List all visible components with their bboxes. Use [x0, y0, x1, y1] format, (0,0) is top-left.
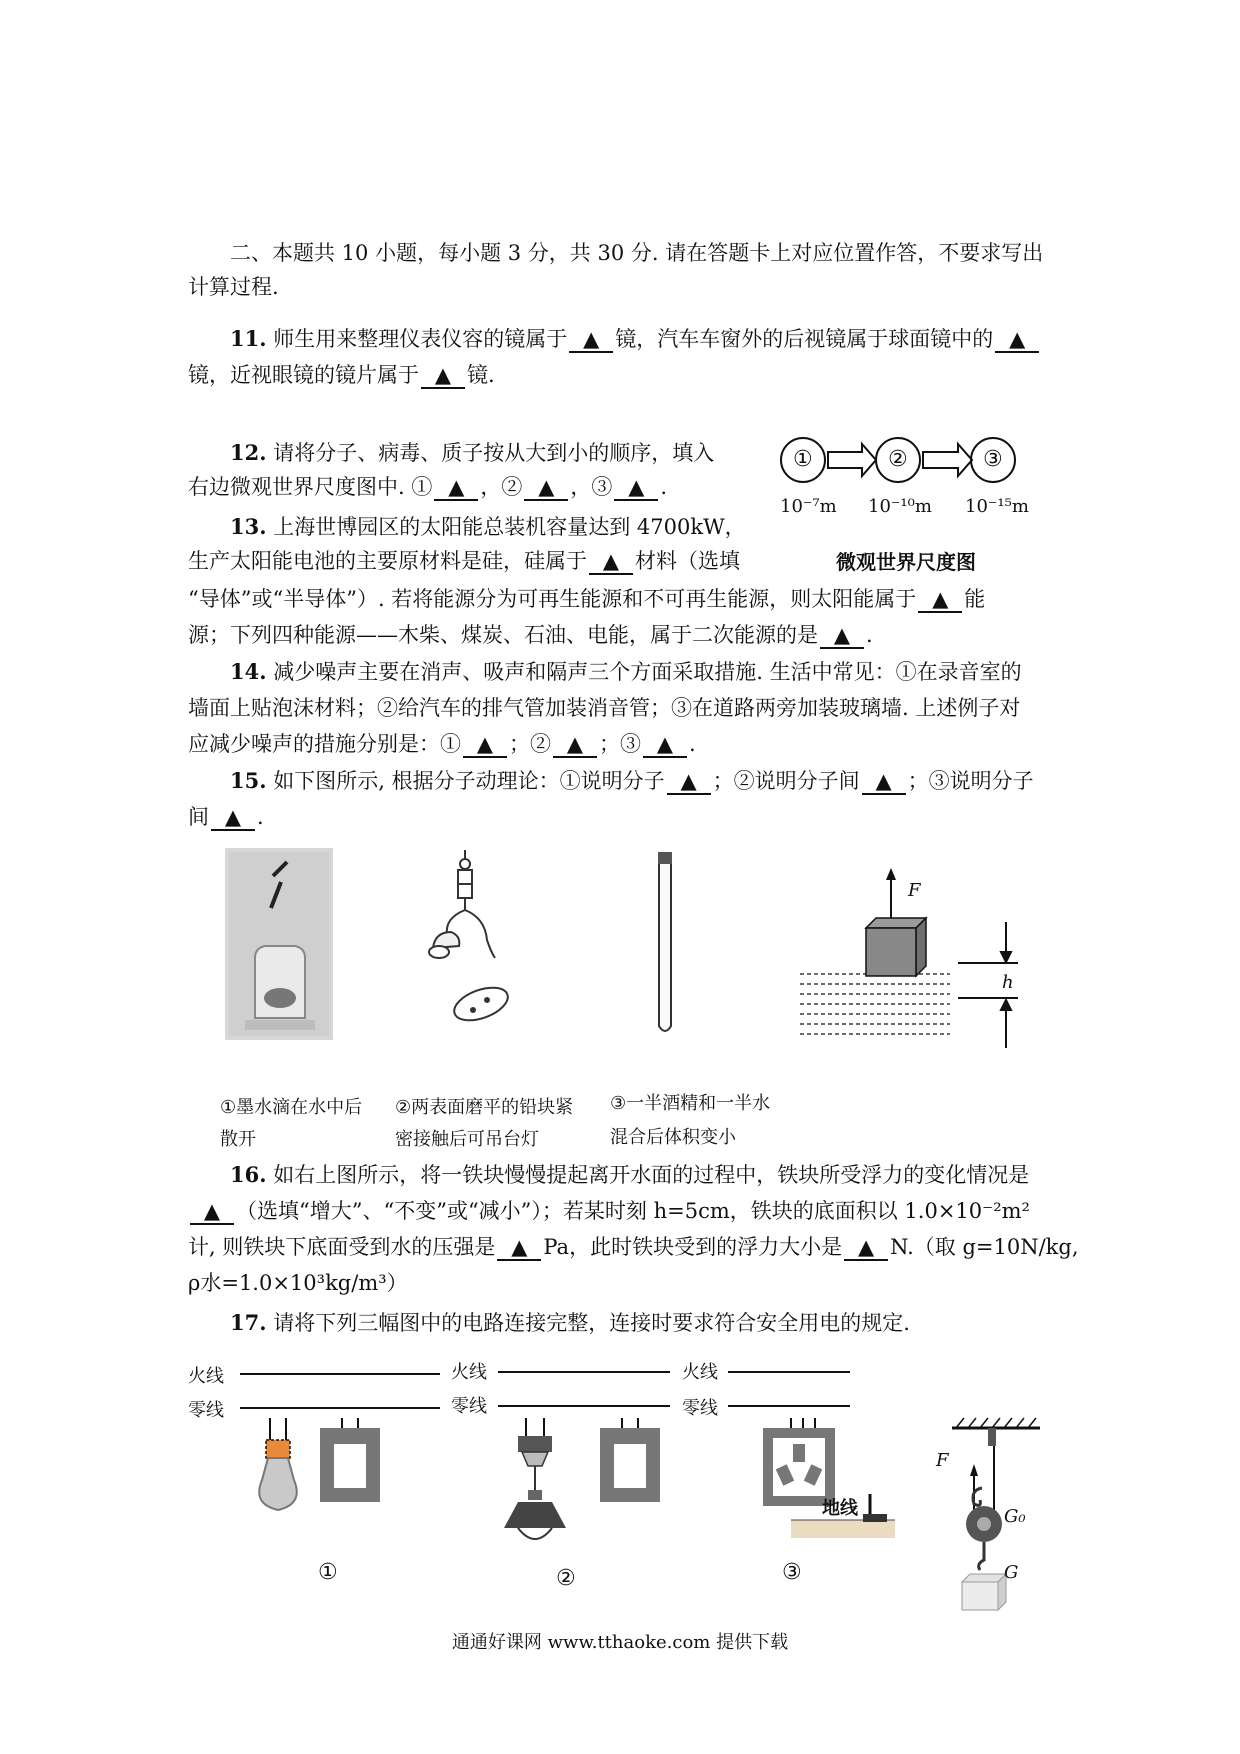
q14-line1 — [230, 657, 1058, 687]
depth-label: h — [1002, 972, 1014, 993]
q15-text-a: 如下图所示, 根据分子动理论：①说明分子 — [273, 769, 665, 793]
pulley-g0-label: G₀ — [1004, 1506, 1026, 1527]
q11-number: 11. — [230, 326, 267, 351]
q14-text-d: . — [689, 732, 696, 756]
scale-circle-label-2: ② — [888, 447, 908, 472]
caption-lead-2: 密接触后可吊台灯 — [395, 1129, 539, 1150]
live-wire-label-1: 火线 — [188, 1366, 224, 1387]
q12-line2 — [188, 472, 748, 502]
q11-line1 — [230, 324, 1058, 354]
page-footer: 通通好课网 www.tthaoke.com 提供下载 — [451, 1632, 789, 1653]
weight-block — [962, 1574, 1006, 1610]
answer-blank: ▲ — [643, 732, 687, 758]
q11-line2 — [188, 360, 1058, 390]
q12-text-a: 右边微观世界尺度图中. ① — [188, 475, 433, 499]
q17-text: 请将下列三幅图中的电路连接完整，连接时要求符合安全用电的规定. — [273, 1311, 910, 1335]
q11-text-d: 镜. — [467, 363, 495, 387]
q14-line2: 墙面上贴泡沫材料；②给汽车的排气管加装消音管；③在道路两旁加装玻璃墙. 上述例子对 — [188, 696, 1021, 720]
q16-line4: ρ水=1.0×10³kg/m³） — [188, 1271, 408, 1295]
three-pin-socket-icon — [763, 1418, 835, 1506]
q15-line2 — [188, 802, 1058, 832]
scale-circle-label-3: ③ — [983, 447, 1003, 472]
q13-text-c: “导体”或“半导体”）. 若将能源分为可再生能源和不可再生能源，则太阳能属于 — [188, 587, 917, 611]
q16-line2 — [188, 1196, 1058, 1226]
q15-text-b: ；②说明分子间 — [712, 769, 860, 793]
caption-ink-2: 散开 — [220, 1129, 256, 1150]
q14-text: 减少噪声主要在消声、吸声和隔声三个方面采取措施. 生活中常见：①在录音室的 — [273, 660, 1022, 684]
answer-blank: ▲ — [524, 475, 568, 501]
caption-alcohol-1: ③一半酒精和一半水 — [610, 1093, 771, 1114]
q13-line3 — [188, 584, 1058, 614]
answer-blank: ▲ — [569, 327, 613, 353]
ground-wire-label: 地线 — [822, 1498, 858, 1519]
q15-number: 15. — [230, 768, 267, 793]
q12-text-d: . — [660, 475, 668, 499]
answer-blank: ▲ — [190, 1199, 234, 1225]
answer-blank: ▲ — [862, 769, 906, 795]
q16-line3 — [188, 1232, 1079, 1262]
answer-blank: ▲ — [918, 587, 962, 613]
q12-line1 — [230, 438, 750, 468]
q14-text-a: 应减少噪声的措施分别是：① — [188, 732, 461, 756]
q11-text-a: 师生用来整理仪表仪容的镜属于 — [273, 327, 568, 351]
q16-text-b: 计, 则铁块下底面受到水的压强是 — [188, 1235, 496, 1259]
neutral-wire-label-2: 零线 — [451, 1396, 487, 1417]
force-arrow — [886, 868, 896, 918]
switch-box-icon — [600, 1418, 660, 1502]
answer-blank: ▲ — [820, 623, 864, 649]
circuit-2-figure — [502, 1418, 682, 1558]
q15-text-c: ；③说明分子 — [907, 769, 1034, 793]
alcohol-water-tube-figure — [650, 850, 680, 1040]
movable-pulley — [966, 1488, 1002, 1542]
q12-text-c: ，③ — [570, 475, 613, 499]
force-label: F — [908, 880, 921, 901]
q16-number: 16. — [230, 1162, 267, 1187]
q13-text-b: 材料（选填 — [635, 549, 740, 573]
water-surface-lines — [800, 974, 950, 1034]
circuit-label-3: ③ — [782, 1560, 802, 1585]
scale-unit-3: 10⁻¹⁵m — [965, 496, 1029, 517]
live-wire-label-2: 火线 — [451, 1362, 487, 1383]
answer-blank: ▲ — [667, 769, 711, 795]
lead-blocks-lamp-figure — [425, 848, 535, 1038]
switch-box-icon — [320, 1418, 380, 1502]
iron-block — [866, 918, 926, 976]
pulley-figure — [940, 1412, 1050, 1612]
q12-number: 12. — [230, 440, 267, 465]
q12-text: 请将分子、病毒、质子按从大到小的顺序，填入 — [273, 441, 715, 465]
q16-text-c: Pa，此时铁块受到的浮力大小是 — [543, 1235, 843, 1259]
bulb-icon — [259, 1418, 297, 1510]
circuit-label-1: ① — [318, 1560, 338, 1585]
answer-blank: ▲ — [434, 475, 478, 501]
q11-text-b: 镜，汽车车窗外的后视镜属于球面镜中的 — [615, 327, 994, 351]
answer-blank: ▲ — [614, 475, 658, 501]
q13-line4 — [188, 620, 1058, 650]
q16-text: 如右上图所示，将一铁块慢慢提起离开水面的过程中，铁块所受浮力的变化情况是 — [273, 1163, 1030, 1187]
pendant-lamp-icon — [504, 1418, 566, 1539]
answer-blank: ▲ — [497, 1235, 541, 1261]
neutral-wire-label-1: 零线 — [188, 1400, 224, 1421]
q16-text-d: N.（取 g=10N/kg, — [890, 1235, 1079, 1259]
q15-text-e: . — [257, 805, 264, 829]
answer-blank: ▲ — [211, 805, 255, 831]
q16-text-a: （选填“增大”、“不变”或“减小”）；若某时刻 h=5cm，铁块的底面积以 1.0×10⁻²m² — [236, 1199, 1030, 1223]
pulley-g-label: G — [1004, 1562, 1019, 1583]
answer-blank: ▲ — [844, 1235, 888, 1261]
answer-blank: ▲ — [463, 732, 507, 758]
q17-number: 17. — [230, 1310, 267, 1335]
answer-blank: ▲ — [589, 549, 633, 575]
answer-blank: ▲ — [553, 732, 597, 758]
scale-unit-1: 10⁻⁷m — [780, 496, 837, 517]
q13-line2 — [188, 546, 768, 576]
scale-caption: 微观世界尺度图 — [836, 550, 976, 574]
q12-text-b: ，② — [480, 475, 523, 499]
q13-text: 上海世博园区的太阳能总装机容量达到 4700kW， — [273, 515, 746, 539]
circuit-1-figure — [250, 1418, 430, 1538]
scale-unit-2: 10⁻¹⁰m — [868, 496, 932, 517]
ink-diffusion-photo — [225, 848, 333, 1040]
live-wire-label-3: 火线 — [682, 1362, 718, 1383]
caption-lead-1: ②两表面磨平的铅块紧 — [395, 1097, 574, 1118]
answer-blank: ▲ — [995, 327, 1039, 353]
scale-arrow-2 — [923, 444, 972, 476]
q16-line1 — [230, 1160, 1058, 1190]
answer-blank: ▲ — [421, 363, 465, 389]
ceiling-support — [952, 1418, 1040, 1428]
q13-number: 13. — [230, 514, 267, 539]
caption-ink-1: ①墨水滴在水中后 — [220, 1097, 363, 1118]
scale-circle-label-1: ① — [793, 447, 813, 472]
pulley-force-label: F — [936, 1450, 949, 1471]
section-heading-cont: 计算过程. — [188, 275, 279, 299]
q15-text-d: 间 — [188, 805, 209, 829]
circuit-label-2: ② — [556, 1566, 576, 1591]
q13-text-f: . — [866, 623, 873, 647]
q14-line3 — [188, 729, 1058, 759]
q14-number: 14. — [230, 659, 267, 684]
section-heading: 二、本题共 10 小题，每小题 3 分，共 30 分. 请在答题卡上对应位置作答，不要求写出 — [230, 241, 1044, 265]
circuit-3-figure — [755, 1418, 895, 1538]
q15-line1 — [230, 766, 1058, 796]
q13-text-a: 生产太阳能电池的主要原材料是硅，硅属于 — [188, 549, 587, 573]
q14-text-b: ；② — [509, 732, 551, 756]
q13-text-d: 能 — [964, 587, 986, 611]
q11-text-c: 镜，近视眼镜的镜片属于 — [188, 363, 419, 387]
neutral-wire-label-3: 零线 — [682, 1398, 718, 1419]
scale-arrow-1 — [828, 444, 876, 476]
iron-block-buoyancy-figure — [800, 866, 1050, 1056]
q13-text-e: 源；下列四种能源——木柴、煤炭、石油、电能，属于二次能源的是 — [188, 623, 818, 647]
q14-text-c: ；③ — [599, 732, 641, 756]
caption-alcohol-2: 混合后体积变小 — [610, 1127, 736, 1148]
q13-line1 — [230, 512, 760, 542]
q17-line1 — [230, 1308, 1058, 1338]
